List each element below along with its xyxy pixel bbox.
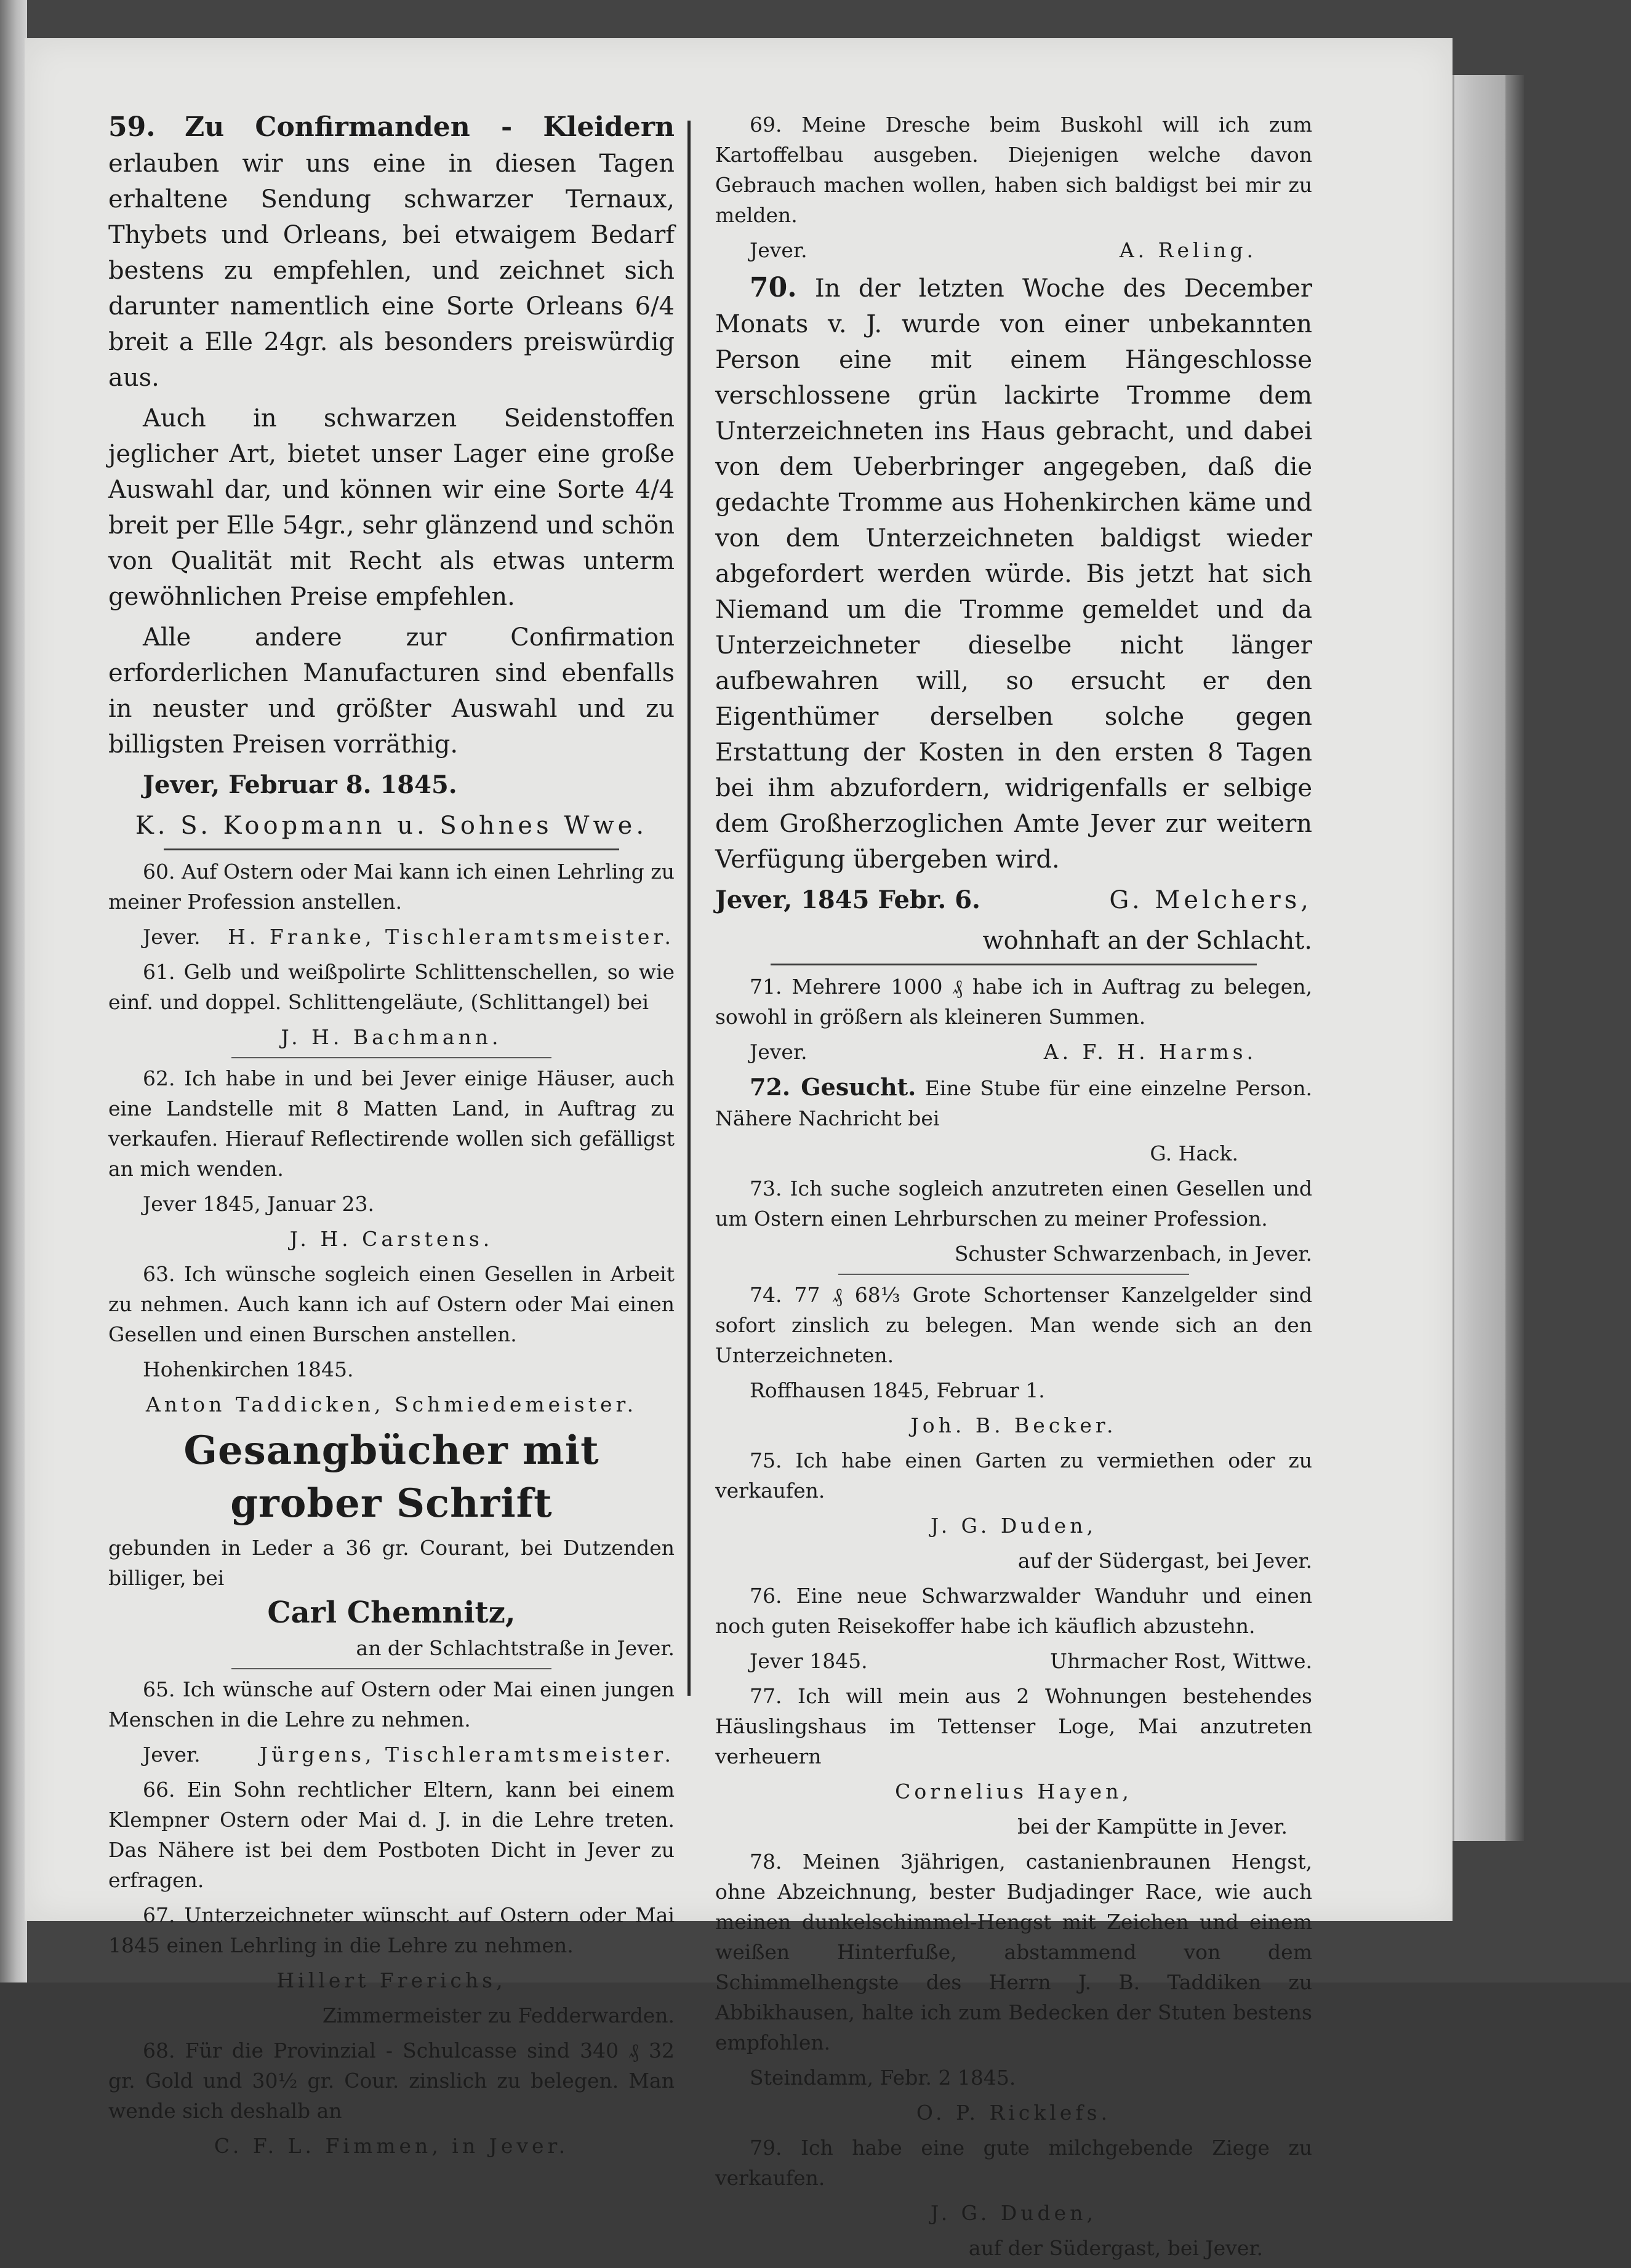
ad-75-signature: J. G. Duden, xyxy=(931,1514,1097,1538)
column-divider xyxy=(687,121,691,1696)
ad-62: 62. Ich habe in und bei Jever einige Häuser, auch eine Landstelle mit 8 Matten Land, in Auftrag zu verkaufen. Hierauf Reflectirende wollen sich gefälligst an mich wenden. xyxy=(108,1066,675,1181)
page-stack-edge xyxy=(1453,75,1507,1841)
ad-65-signature: Jürgens, Tischleramtsmeister. xyxy=(259,1743,675,1767)
ad-61: 61. Gelb und weißpolirte Schlittenschellen, so wie einf. und doppel. Schlittengeläute, (Schlittangel) bei xyxy=(108,960,675,1014)
ad-65-footer xyxy=(108,1739,675,1770)
ad-59-number: 59. xyxy=(108,111,156,143)
hymnbook-line: gebunden in Leder a 36 gr. Courant, bei Dutzenden billiger, bei xyxy=(108,1536,675,1590)
ad-59-heading: Zu Confirmanden - Kleidern xyxy=(185,111,675,143)
ad-79: 79. Ich habe eine gute milchgebende Ziege zu verkaufen. xyxy=(715,2136,1312,2190)
ad-61-signature: J. H. Bachmann. xyxy=(281,1025,502,1049)
ad-76-place: Jever 1845. xyxy=(750,1649,868,1673)
ad-62-signature: J. H. Carstens. xyxy=(289,1227,494,1251)
ad-59-paragraph-2: Auch in schwarzen Seidenstoffen jeglicher Art, bietet unser Lager eine große Auswahl dar, und können wir eine Sorte 4/4 breit per Elle 54gr., sehr glänzend und schön von Qualität mit Recht als etwas unterm gewöhnlichen Preise empfehlen. xyxy=(108,404,675,611)
ad-72-body: Eine Stube für eine einzelne Person. Nähere Nachricht bei xyxy=(715,1076,1312,1130)
ad-77: 77. Ich will mein aus 2 Wohnungen bestehendes Häuslingshaus im Tettenser Loge, Mai anzutreten verheuern xyxy=(715,1684,1312,1768)
ad-74-signature: Joh. B. Becker. xyxy=(910,1413,1117,1437)
ad-76-footer xyxy=(715,1646,1312,1676)
ad-70-number: 70. xyxy=(750,272,797,303)
ad-69-footer xyxy=(715,235,1312,265)
ad-70-footer xyxy=(715,882,1312,918)
ad-60: 60. Auf Ostern oder Mai kann ich einen Lehrling zu meiner Profession anstellen. xyxy=(108,860,675,914)
separator-rule xyxy=(231,1057,551,1058)
ad-70-signature: G. Melchers, xyxy=(1109,886,1312,914)
separator-rule xyxy=(231,1668,551,1669)
ad-74: 74. 77 ₰ 68⅓ Grote Schortenser Kanzelgelder sind sofort zinslich zu belegen. Man wende sich an den Unterzeichneten. xyxy=(715,1283,1312,1367)
hymnbook-banner: Gesangbücher mit grober Schrift xyxy=(183,1427,599,1527)
ad-59-signature: K. S. Koopmann u. Sohnes Wwe. xyxy=(135,812,648,840)
ad-69: 69. Meine Dresche beim Buskohl will ich zum Kartoffelbau ausgeben. Diejenigen welche davon Gebrauch machen wollen, haben sich baldigst bei mir zu melden. xyxy=(715,113,1312,227)
ad-72-heading: 72. Gesucht. xyxy=(750,1073,916,1101)
ad-59-paragraph-3: Alle andere zur Confirmation erforderlichen Manufacturen sind ebenfalls in neuster und größter Auswahl und zu billigsten Preisen vorräthig. xyxy=(108,623,675,759)
ad-63-date: Hohenkirchen 1845. xyxy=(143,1357,354,1381)
ad-71-signature: A. F. H. Harms. xyxy=(1043,1040,1257,1064)
page-stack-shadow xyxy=(1505,75,1524,1841)
ad-74-date: Roffhausen 1845, Februar 1. xyxy=(750,1378,1045,1402)
ad-78: 78. Meinen 3jährigen, castanienbraunen Hengst, ohne Abzeichnung, bester Budjadinger Race, wie auch meinen dunkelschimmel-Hengst mit Zeichen und einem weißen Hinterfuße, abstammend von dem Schimmelhengste des Herrn J. B. Taddiken zu Abbikhausen, halte ich zum Bedecken der Stuten bestens empfohlen. xyxy=(715,1850,1312,2054)
ad-70-body: In der letzten Woche des December Monats v. J. wurde von einer unbekannten Person eine mit einem Hängeschlosse verschlossene grün lackirte Tromme dem Unterzeichneten ins Haus gebracht, und dabei von dem Ueberbringer angegeben, daß die gedachte Tromme aus Hohenkirchen käme und von dem Unterzeichneten baldigst wieder abgefordert werden würde. Bis jetzt hat sich Niemand um die Tromme gemeldet und da Unterzeichneter dieselbe nicht länger aufbewahren will, so ersucht er den Eigenthümer derselben solche gegen Erstattung der Kosten in den ersten 8 Tagen bei ihm abzufordern, widrigenfalls er selbige dem Großherzoglichen Amte Jever zur weitern Verfügung übergeben wird. xyxy=(715,274,1313,874)
ad-69-place: Jever. xyxy=(750,238,807,262)
ad-67: 67. Unterzeichneter wünscht auf Ostern oder Mai 1845 einen Lehrling in die Lehre zu nehmen. xyxy=(108,1903,675,1957)
ad-70 xyxy=(715,270,1312,877)
ad-63-signature: Anton Taddicken, Schmiedemeister. xyxy=(145,1392,638,1416)
ad-62-date: Jever 1845, Januar 23. xyxy=(143,1192,374,1216)
ad-67-title: Zimmermeister zu Fedderwarden. xyxy=(322,2003,675,2027)
ad-70-address: wohnhaft an der Schlacht. xyxy=(982,927,1312,955)
hymnbook-address: an der Schlachtstraße in Jever. xyxy=(356,1636,675,1660)
ad-73: 73. Ich suche sogleich anzutreten einen Gesellen und um Ostern einen Lehrburschen zu meiner Profession. xyxy=(715,1176,1312,1231)
ad-72 xyxy=(715,1072,1312,1133)
ad-75: 75. Ich habe einen Garten zu vermiethen oder zu verkaufen. xyxy=(715,1448,1312,1503)
ad-71-place: Jever. xyxy=(750,1040,807,1064)
ad-59-body: erlauben wir uns eine in diesen Tagen erhaltene Sendung schwarzer Ternaux, Thybets und Orleans, bei etwaigem Bedarf bestens zu empfehlen, und zeichnet sich darunter namentlich eine Sorte Orleans 6/4 breit a Elle 24gr. als besonders preiswürdig aus. xyxy=(108,150,675,392)
ad-76: 76. Eine neue Schwarzwalder Wanduhr und einen noch guten Reisekoffer habe ich käuflich abzustehn. xyxy=(715,1584,1312,1638)
ad-75-address: auf der Südergast, bei Jever. xyxy=(1017,1549,1312,1573)
ad-78-date: Steindamm, Febr. 2 1845. xyxy=(750,2066,1016,2090)
ad-59-date: Jever, Februar 8. 1845. xyxy=(143,770,457,799)
ad-63: 63. Ich wünsche sogleich einen Gesellen in Arbeit zu nehmen. Auch kann ich auf Ostern oder Mai einen Gesellen und einen Burschen anstellen. xyxy=(108,1262,675,1346)
right-column xyxy=(715,110,1312,2268)
ad-70-date: Jever, 1845 Febr. 6. xyxy=(715,885,980,914)
ad-76-signature: Uhrmacher Rost, Wittwe. xyxy=(1050,1649,1312,1673)
previous-page-edge xyxy=(0,0,27,1983)
ad-66: 66. Ein Sohn rechtlicher Eltern, kann bei einem Klempner Ostern oder Mai d. J. in die Lehre treten. Das Nähere ist bei dem Postboten Dicht in Jever zu erfragen. xyxy=(108,1778,675,1892)
ad-73-signature: Schuster Schwarzenbach, in Jever. xyxy=(954,1242,1312,1266)
hymnbook-seller: Carl Chemnitz, xyxy=(267,1595,516,1630)
separator-rule xyxy=(771,964,1257,965)
ad-79-address: auf der Südergast, bei Jever. xyxy=(968,2236,1263,2260)
ad-67-signature: Hillert Frerichs, xyxy=(276,1968,507,1992)
ad-77-address: bei der Kampütte in Jever. xyxy=(1017,1815,1288,1839)
ad-60-footer xyxy=(108,922,675,952)
ad-72-signature: G. Hack. xyxy=(1150,1141,1238,1165)
ad-71-footer xyxy=(715,1037,1312,1067)
left-column xyxy=(108,110,675,2166)
ad-65-place: Jever. xyxy=(143,1743,201,1767)
ad-69-signature: A. Reling. xyxy=(1119,238,1257,262)
ad-68-signature: C. F. L. Fimmen, in Jever. xyxy=(214,2134,569,2158)
ad-78-signature: O. P. Ricklefs. xyxy=(916,2101,1112,2125)
ad-60-place: Jever. xyxy=(143,925,201,949)
ad-60-signature: H. Franke, Tischleramtsmeister. xyxy=(228,925,675,949)
separator-rule xyxy=(164,849,619,850)
ad-77-signature: Cornelius Hayen, xyxy=(895,1779,1132,1803)
ad-71: 71. Mehrere 1000 ₰ habe ich in Auftrag zu belegen, sowohl in größern als kleineren Summen. xyxy=(715,975,1312,1029)
ad-65: 65. Ich wünsche auf Ostern oder Mai einen jungen Menschen in die Lehre zu nehmen. xyxy=(108,1677,675,1731)
ad-68: 68. Für die Provinzial - Schulcasse sind 340 ₰ 32 gr. Gold und 30½ gr. Cour. zinslich zu belegen. Man wende sich deshalb an xyxy=(108,2038,675,2123)
separator-rule xyxy=(838,1274,1189,1275)
ad-79-signature: J. G. Duden, xyxy=(931,2201,1097,2225)
ad-59 xyxy=(108,110,675,396)
